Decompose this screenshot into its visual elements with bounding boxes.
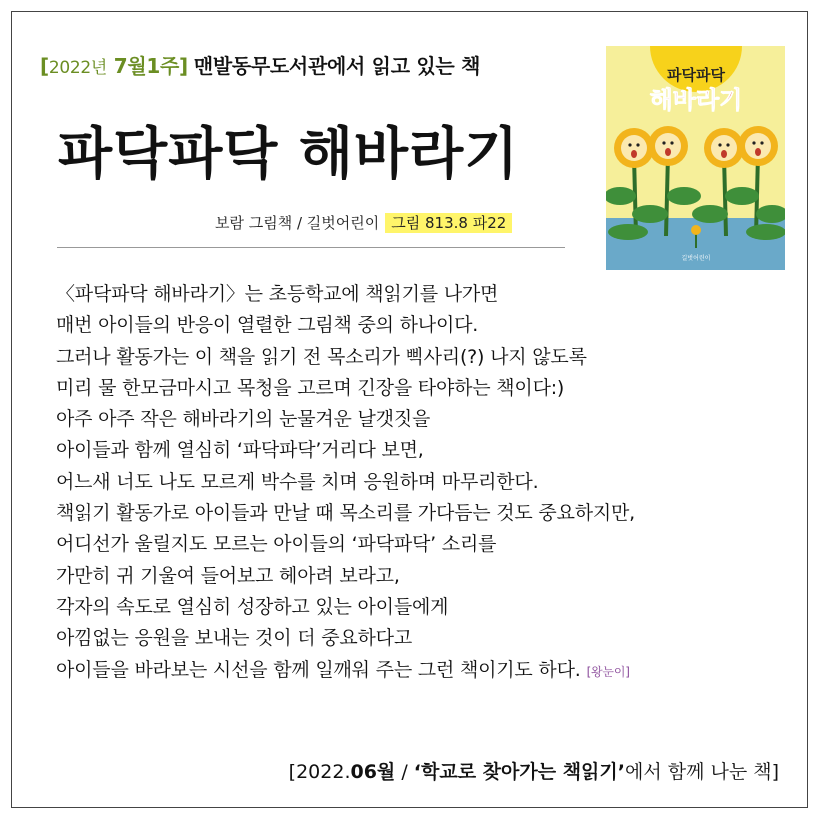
signature: [왕눈이] [586,664,630,679]
cover-publisher: 길벗어린이 [681,255,711,262]
book-cover [606,46,785,270]
body-line: 책읽기 활동가로 아이들과 만날 때 목소리를 가다듬는 것도 중요하지만, [56,502,636,525]
body-line: 어디선가 울릴지도 모르는 아이들의 ‘파닥파닥’ 소리를 [56,533,497,556]
body-line: 그러나 활동가는 이 책을 읽기 전 목소리가 삑사리(?) 나지 않도록 [56,345,587,368]
body-line: 아주 아주 작은 해바라기의 눈물겨운 날갯짓을 [56,408,431,431]
body-line: 매번 아이들의 반응이 열렬한 그림책 중의 하나이다. [56,314,479,337]
cover-title-line1: 파닥파닥 [667,66,725,84]
author-publisher: 보람 그림책 / 길벗어린이 [215,214,380,232]
body-line: 어느새 너도 나도 모르게 박수를 치며 응원하며 마무리한다. [56,470,539,493]
body-line: 미리 물 한모금마시고 목청을 고르며 긴장을 타야하는 책이다:) [56,376,565,399]
header [40,50,480,79]
date-tag: [2022년 7월1주] [40,54,188,78]
body-line: 〈파닥파닥 해바라기〉는 초등학교에 책읽기를 나가면 [56,283,499,305]
call-number: 그림 813.8 파22 [385,213,512,233]
body-line: 아낌없는 응원을 보내는 것이 더 중요하다고 [56,627,412,650]
program-name: ‘학교로 찾아가는 책읽기’ [413,761,625,783]
body-line: 각자의 속도로 열심히 성장하고 있는 아이들에게 [56,595,449,618]
book-meta [215,212,512,233]
footer-note: [2022.06월 / ‘학교로 찾아가는 책읽기’에서 함께 나눈 책] [288,761,779,783]
divider [57,247,565,248]
review-body [56,279,786,688]
book-title: 파닥파닥 해바라기 [58,122,520,187]
cover-title-line2: 해바라기 [649,86,743,114]
body-line: 가만히 귀 기울여 들어보고 헤아려 보라고, [56,564,400,587]
header-subtitle: 맨발동무도서관에서 읽고 있는 책 [193,54,481,78]
body-line: 아이들을 바라보는 시선을 함께 일깨워 주는 그런 책이기도 하다. [왕눈이] [56,658,630,681]
body-line: 아이들과 함께 열심히 ‘파닥파닥’거리다 보면, [56,439,424,462]
